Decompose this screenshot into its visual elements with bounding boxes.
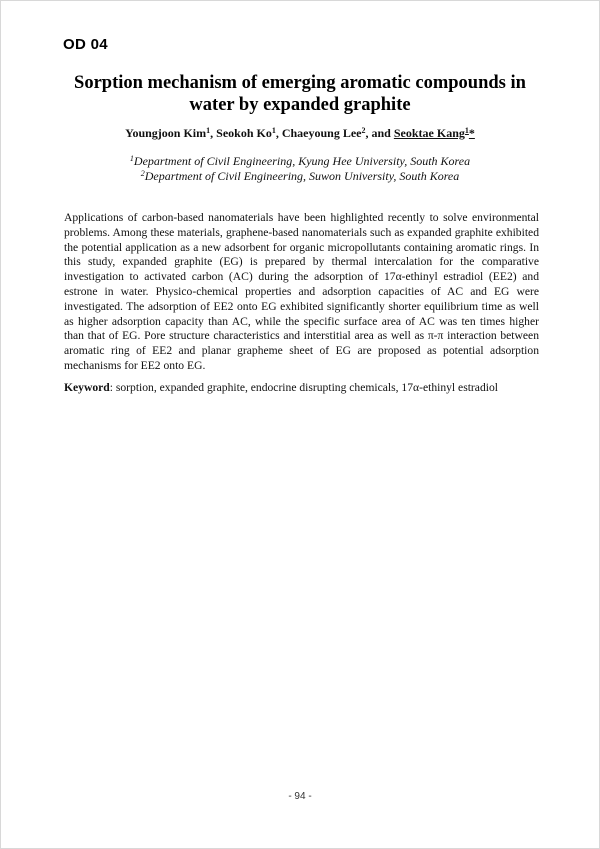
affiliation-list xyxy=(40,154,560,184)
author-name: Seokoh Ko xyxy=(216,126,272,140)
abstract-body: Applications of carbon-based nanomaterials have been highlighted recently to solve environmental problems. Among these materials, graphene-based nanomaterials such as expanded graphite exhibited the potential application as a new adsorbent for organic micropollutants containing aromatic rings. In this study, expanded graphite (EG) is prepared by thermal intercalation for the comparative investigation to activated carbon (AC) during the adsorption of 17α-ethinyl estradiol (EE2) and estrone in water. Physico-chemical properties and adsorption capacities of AC and EG were investigated. The adsorption of EE2 onto EG exhibited significantly shorter equilibrium time as well as higher adsorption capacity than AC, while the specific surface area of AC was ten times higher than that of EG. Pore structure characteristics and interstitial area as well as π-π interaction between aromatic ring of EE2 and planar grapheme sheet of EG are proposed as potential adsorption mechanisms for EE2 onto EG. xyxy=(64,211,539,372)
author-affiliation-mark: 2 xyxy=(361,126,366,135)
affiliation-text: Department of Civil Engineering, Suwon University, South Korea xyxy=(144,169,460,183)
affiliation-item xyxy=(40,169,560,184)
corresponding-author-mark: * xyxy=(468,126,475,140)
affiliation-text: Department of Civil Engineering, Kyung Hee University, South Korea xyxy=(133,154,471,168)
affiliation-number: 2 xyxy=(140,169,145,178)
author-separator: , and xyxy=(365,126,394,140)
keyword-label: Keyword xyxy=(64,381,110,394)
page-number: - 94 - xyxy=(288,791,312,802)
session-code: OD 04 xyxy=(63,36,108,53)
author-affiliation-mark: 1 xyxy=(206,126,211,135)
author-list xyxy=(40,126,560,140)
author-separator: , xyxy=(210,126,217,140)
author-separator: , xyxy=(275,126,282,140)
affiliation-number: 1 xyxy=(129,154,134,163)
paper-title-line-2: water by expanded graphite xyxy=(189,95,411,115)
author-affiliation-mark: 1 xyxy=(271,126,276,135)
author-name: Youngjoon Kim xyxy=(125,126,207,140)
paper-title-line-1: Sorption mechanism of emerging aromatic compounds in xyxy=(74,73,526,93)
keyword-line xyxy=(64,380,544,395)
corresponding-author-name: Seoktae Kang xyxy=(393,126,465,140)
author-affiliation-mark: 1 xyxy=(464,126,469,135)
paper-title xyxy=(40,72,560,116)
affiliation-item xyxy=(40,154,560,169)
author-name: Chaeyoung Lee xyxy=(281,126,362,140)
keyword-list: : sorption, expanded graphite, endocrine disrupting chemicals, 17α-ethinyl estradiol xyxy=(109,381,498,394)
